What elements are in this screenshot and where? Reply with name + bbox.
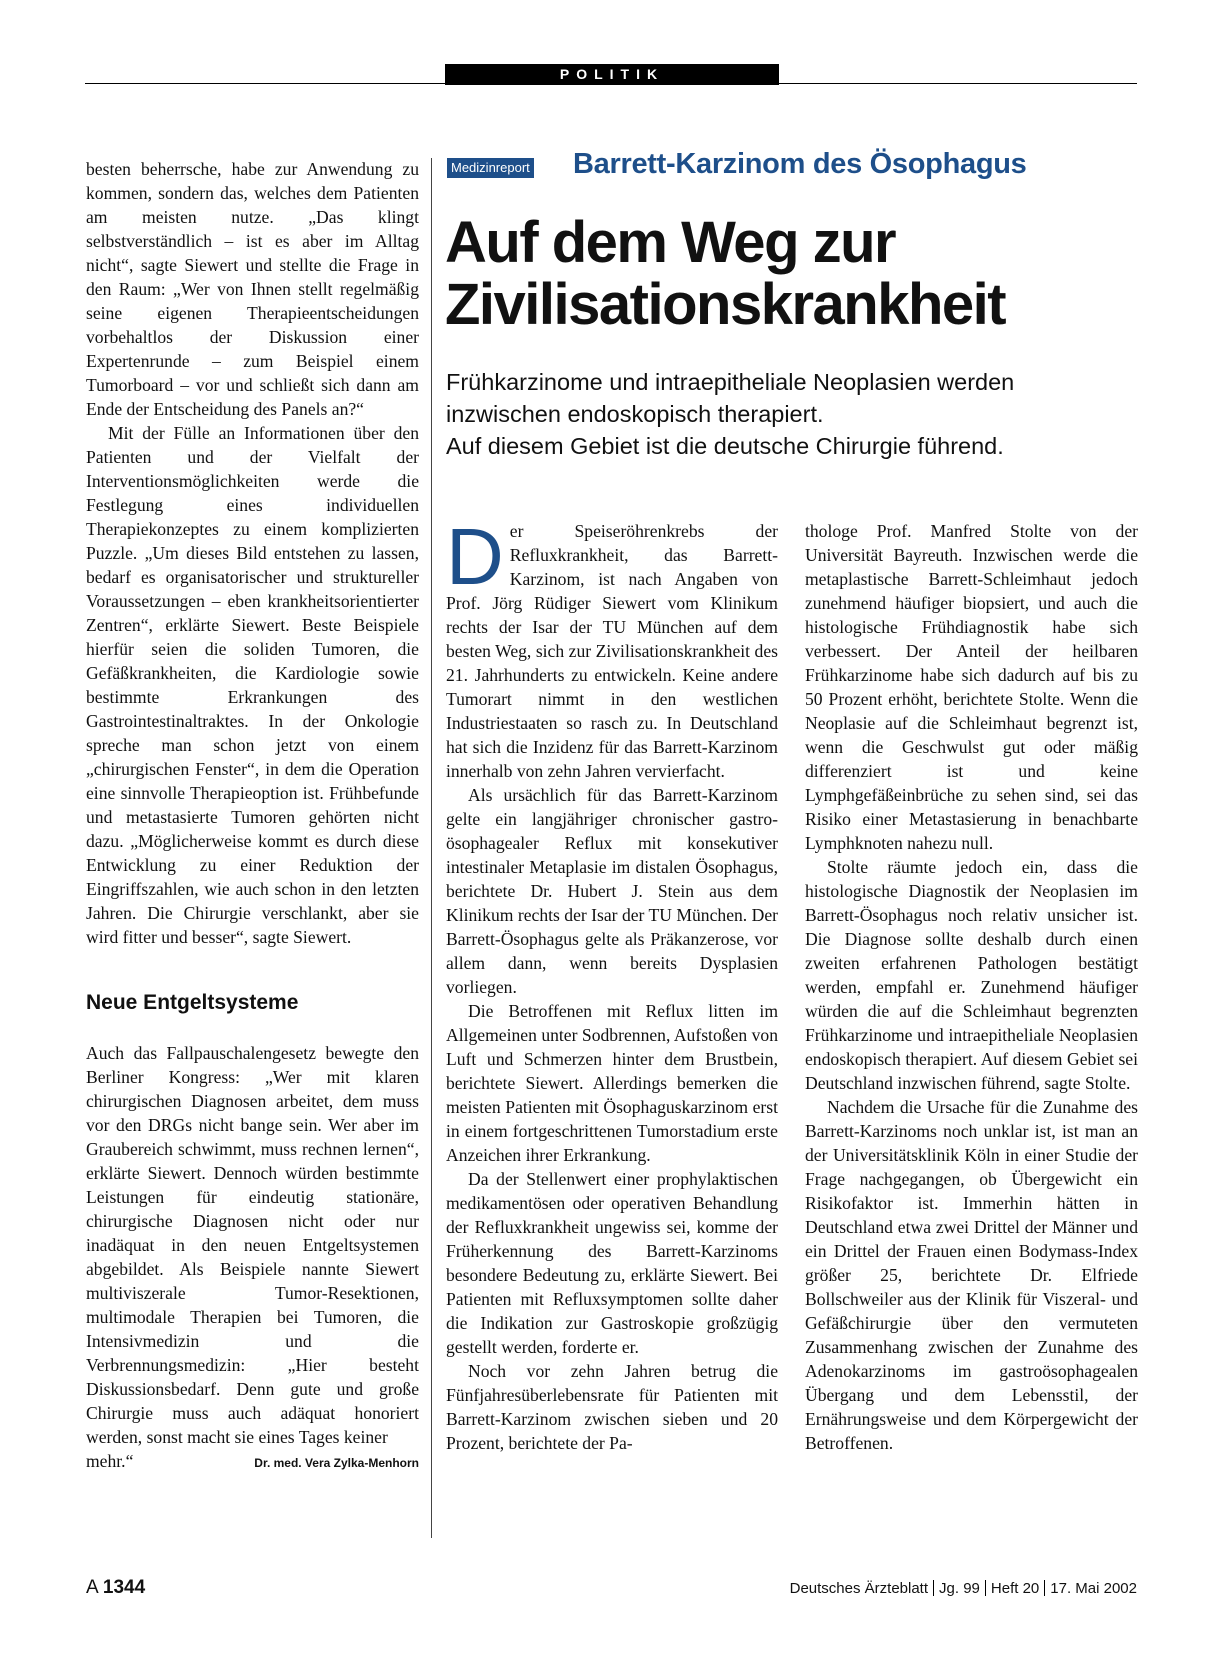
col2-paragraph-3: Die Betroffenen mit Reflux litten im Allgemeinen unter Sodbrennen, Aufstoßen von Luft und Schmerzen hinter dem Brustbein, berichtete Siewert. Allerdings bemerken die meisten Patienten mit Ösophaguskarzinom erst in einem fortgeschrittenen Tumorstadium erste Anzeichen ihrer Erkrankung. <box>446 1001 778 1165</box>
col1-paragraph-3: Auch das Fallpauschalengesetz bewegte den Berliner Kongress: „Wer mit klaren chirurgischen Diagnosen arbeitet, dem muss vor den DRGs nicht bange sein. Wer aber im Graubereich schwimmt, muss rechnen lernen“, erklärte Siewert. Dennoch würden bestimmte Leistungen für eindeutig stationäre, chirurgische Diagnosen nicht oder nur inadäquat in den neuen Entgeltsystemen abgebildet. Als Beispiele nannte Siewert multiviszerale Tumor-Resektionen, multimodale Therapien bei Tumoren, die Intensivmedizin und die Verbrennungsmedizin: „Hier besteht Diskussionsbedarf. Denn gute und große Chirurgie muss auch adäquat honoriert werden, sonst macht sie eines Tages keiner <box>86 1043 419 1447</box>
lead-text <box>446 366 1146 462</box>
lead-line-3: Auf diesem Gebiet ist die deutsche Chirurgie führend. <box>446 433 1004 459</box>
separator <box>933 1580 934 1596</box>
page-prefix: A <box>86 1577 98 1598</box>
col3-paragraph-3: Nachdem die Ursache für die Zunahme des Barrett-Karzinoms noch unklar ist, ist man an der Universitätsklinik Köln in einer Studie der Frage nachgegangen, ob Übergewicht ein Risikofaktor ist. Immerhin hätten in Deutschland etwa zwei Drittel der Männer und ein Drittel der Frauen einen Bodymass-Index größer 25, berichtete Dr. Elfriede Bollschweiler aus der Klinik für Viszeral- und Gefäßchirurgie über den vermuteten Zusammenhang zwischen der Zunahme des Adenokarzinoms im gastroösophagealen Übergang und dem Lebensstil, der Ernährungsweise und dem Körpergewicht der Betroffenen. <box>805 1097 1138 1453</box>
separator <box>1044 1580 1045 1596</box>
middle-column <box>446 512 778 1455</box>
headline <box>445 212 1145 336</box>
headline-line-2: Zivilisationskrankheit <box>445 272 1006 337</box>
right-column <box>805 519 1138 1455</box>
col2-paragraph-2: Als ursächlich für das Barrett-Karzinom gelte ein langjähriger chronischer gastro-ösophagealer Reflux mit konsekutiver intestinaler Metaplasie im distalen Ösophagus, berichtete Dr. Hubert J. Stein aus dem Klinikum rechts der Isar der TU München. Der Barrett-Ösophagus gelte als Präkanzerose, vor allem dann, wenn bereits Dysplasien vorliegen. <box>446 785 778 997</box>
col2-paragraph-4: Da der Stellenwert einer prophylaktischen medikamentösen oder operativen Behandlung der Refluxkrankheit ungewiss sei, komme der Früherkennung des Barrett-Karzinoms besondere Bedeutung zu, erklärte Siewert. Bei Patienten mit Refluxsymptomen sollte daher die Indikation zur Gastroskopie großzügig gestellt werden, forderte er. <box>446 1169 778 1357</box>
col3-paragraph-1: thologe Prof. Manfred Stolte von der Universität Bayreuth. Inzwischen werde die metaplastische Barrett-Schleimhaut jedoch zunehmend häufiger biopsiert, und auch die histologische Frühdiagnostik habe sich verbessert. Der Anteil der heilbaren Frühkarzinome habe sich dadurch auf bis zu 50 Prozent erhöht, berichtete Stolte. Wenn die Neoplasie auf die Schleimhaut begrenzt ist, wenn die Geschwulst gut oder mäßig differenziert ist und keine Lymphgefäßeinbrüche zu sehen sind, sei das Risiko einer Metastasierung in benachbarte Lymphknoten nahezu null. <box>805 521 1138 853</box>
volume: Jg. 99 <box>939 1580 980 1597</box>
issue: Heft 20 <box>990 1580 1040 1597</box>
col1-paragraph-1: besten beherrsche, habe zur Anwendung zu kommen, sondern das, welches dem Patienten am meisten nutze. „Das klingt selbstverständlich – ist es aber im Alltag nicht“, sagte Siewert und stellte die Frage in den Raum: „Wer von Ihnen stellt regelmäßig seine eigenen Therapieentscheidungen vorbehaltlos der Diskussion einer Expertenrunde – zum Beispiel einem Tumorboard – vor und schließt sich dann am Ende der Entscheidung des Panels an?“ <box>86 159 419 419</box>
section-label: POLITIK <box>445 64 779 85</box>
left-column <box>86 157 419 1475</box>
page-number-value: 1344 <box>102 1577 146 1598</box>
lead-line-2: inzwischen endoskopisch therapiert. <box>446 401 824 427</box>
col2-paragraph-1-text: er Speiseröhrenkrebs der Refluxkrankheit, das Barrett-Karzinom, ist nach Angaben von Prof. Jörg Rüdiger Siewert vom Klinikum rechts der Isar der TU München auf dem besten Weg, sich zur Zivilisationskrankheit des 21. Jahrhunderts zu entwickeln. Keine andere Tumorart nimmt in den westlichen Industriestaaten so rasch zu. In Deutschland hat sich die Inzidenz für das Barrett-Karzinom innerhalb von zehn Jahren vervierfacht. <box>446 521 778 781</box>
lead-line-1: Frühkarzinome und intraepitheliale Neoplasien werden <box>446 369 1015 395</box>
journal-name: Deutsches Ärzteblatt <box>789 1580 929 1597</box>
byline-row <box>86 1449 419 1475</box>
separator <box>985 1580 986 1596</box>
col1-paragraph-2: Mit der Fülle an Informationen über den Patienten und der Vielfalt der Interventionsmöglichkeiten werde die Festlegung eines individuellen Therapiekonzeptes zu einem komplizierten Puzzle. „Um dieses Bild entstehen zu lassen, bedarf es organisatorischer und struktureller Voraussetzungen – eben krankheitsorientierter Zentren“, erklärte Siewert. Beste Beispiele hierfür seien die soliden Tumoren, die Gefäßkrankheiten, die Kardiologie sowie bestimmte Erkrankungen des Gastrointestinaltraktes. In der Onkologie spreche man schon jetzt von einem „chirurgischen Fenster“, in dem die Operation eine sinnvolle Therapieoption ist. Frühbefunde und metastasierte Tumoren gehörten nicht dazu. „Möglicherweise kommt es durch diese Entwicklung zu einer Reduktion der Eingriffszahlen, wie auch schon in den letzten Jahren. Die Chirurgie verschlankt, aber sie wird fitter und besser“, sagte Siewert. <box>86 423 419 947</box>
kicker-title: Barrett-Karzinom des Ösophagus <box>573 148 1027 180</box>
drop-cap: D <box>446 512 504 601</box>
col2-paragraph-1 <box>446 512 778 783</box>
col3-paragraph-2: Stolte räumte jedoch ein, dass die histologische Diagnostik der Neoplasien im Barrett-Ösophagus noch relativ unsicher ist. Die Diagnose sollte deshalb durch einen zweiten erfahrenen Pathologen bestätigt werden, empfahl er. Zunehmend häufiger würden die auf die Schleimhaut begrenzten Frühkarzinome und intraepitheliale Neoplasien endoskopisch therapiert. Auf diesem Gebiet sei Deutschland inzwischen führend, sagte Stolte. <box>805 857 1138 1093</box>
col2-paragraph-5: Noch vor zehn Jahren betrug die Fünfjahresüberlebensrate für Patienten mit Barrett-Karzinom zwischen sieben und 20 Prozent, berichtete der Pa- <box>446 1361 778 1453</box>
date: 17. Mai 2002 <box>1050 1580 1137 1597</box>
subheading: Neue Entgeltsysteme <box>86 991 299 1014</box>
rubric-tag: Medizinreport <box>447 158 534 178</box>
column-divider <box>431 158 432 1538</box>
author-byline: Dr. med. Vera Zylka-Menhorn <box>254 1456 419 1470</box>
col1-paragraph-3-end: mehr.“ <box>86 1451 134 1471</box>
headline-line-1: Auf dem Weg zur <box>445 210 896 275</box>
journal-info <box>790 1580 1137 1597</box>
page-number <box>86 1577 145 1599</box>
